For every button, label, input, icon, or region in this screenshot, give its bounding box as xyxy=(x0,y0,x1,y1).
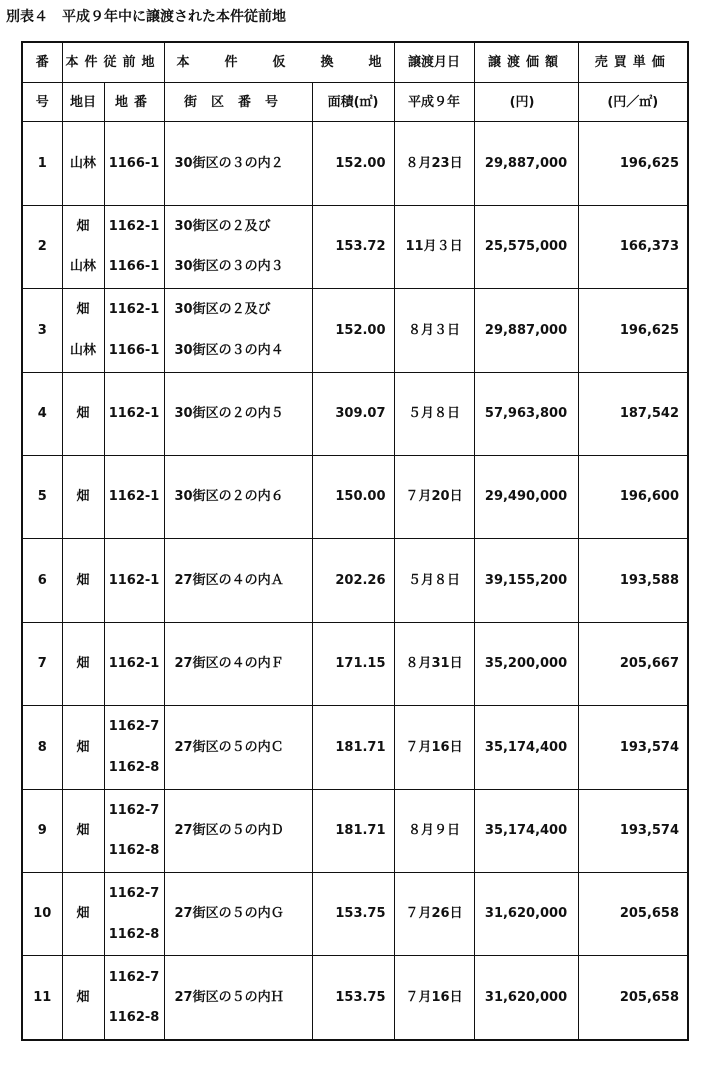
cell-line: 1162-8 xyxy=(108,926,160,942)
transfer-table xyxy=(21,41,689,1041)
header-block: 街区番号 xyxy=(164,83,312,122)
cell-line: 山林 xyxy=(69,342,96,358)
cell-area: 181.71 xyxy=(312,706,394,789)
cell-line: 畑 xyxy=(76,302,90,318)
header-unit-price: 売買単価 xyxy=(578,42,688,83)
cell-line: 1162-1 xyxy=(108,656,160,672)
cell-category xyxy=(62,622,104,705)
cell-area: 152.00 xyxy=(312,289,394,372)
cell-lot xyxy=(104,456,164,539)
cell-area: 181.71 xyxy=(312,789,394,872)
cell-date: ８月３日 xyxy=(394,289,474,372)
cell-no: 3 xyxy=(22,289,62,372)
cell-category xyxy=(62,456,104,539)
cell-line: 畑 xyxy=(76,572,90,588)
table-row xyxy=(22,956,688,1040)
header-replot-land xyxy=(164,42,394,83)
cell-area: 202.26 xyxy=(312,539,394,622)
cell-no: 9 xyxy=(22,789,62,872)
cell-line: 畑 xyxy=(76,989,90,1005)
table-row xyxy=(22,205,688,288)
cell-no: 1 xyxy=(22,122,62,205)
header-price-unit: (円) xyxy=(474,83,578,122)
cell-lot xyxy=(104,289,164,372)
cell-line: 畑 xyxy=(76,906,90,922)
cell-date: ５月８日 xyxy=(394,539,474,622)
cell-unit-price: 196,625 xyxy=(578,289,688,372)
cell-date: ７月20日 xyxy=(394,456,474,539)
cell-lot xyxy=(104,205,164,288)
cell-line: 畑 xyxy=(76,656,90,672)
cell-no: 2 xyxy=(22,205,62,288)
header-replot-char: 地 xyxy=(368,54,382,70)
cell-line: 30街区の２及び xyxy=(174,302,271,318)
header-no-2: 号 xyxy=(22,83,62,122)
cell-no: 8 xyxy=(22,706,62,789)
cell-block xyxy=(164,622,312,705)
cell-area: 153.75 xyxy=(312,956,394,1040)
table-row xyxy=(22,873,688,956)
cell-price: 35,200,000 xyxy=(474,622,578,705)
cell-block xyxy=(164,205,312,288)
table-row xyxy=(22,122,688,205)
cell-category xyxy=(62,789,104,872)
cell-line: 1162-1 xyxy=(108,489,160,505)
cell-area: 309.07 xyxy=(312,372,394,455)
cell-unit-price: 166,373 xyxy=(578,205,688,288)
cell-area: 150.00 xyxy=(312,456,394,539)
cell-unit-price: 193,588 xyxy=(578,539,688,622)
header-replot-char: 仮 xyxy=(272,54,286,70)
cell-price: 57,963,800 xyxy=(474,372,578,455)
cell-date: ８月９日 xyxy=(394,789,474,872)
cell-price: 31,620,000 xyxy=(474,873,578,956)
cell-no: 11 xyxy=(22,956,62,1040)
cell-block xyxy=(164,539,312,622)
cell-category xyxy=(62,706,104,789)
table-row xyxy=(22,456,688,539)
cell-line: 27街区の５の内Ｄ xyxy=(174,823,284,839)
cell-unit-price: 193,574 xyxy=(578,706,688,789)
table-row xyxy=(22,706,688,789)
cell-line: 27街区の５の内Ｇ xyxy=(174,906,284,922)
cell-line: 1166-1 xyxy=(108,342,160,358)
cell-line: 30街区の３の内２ xyxy=(174,155,284,171)
cell-line: 1162-7 xyxy=(108,969,160,985)
cell-block xyxy=(164,956,312,1040)
header-area: 面積(㎡) xyxy=(312,83,394,122)
cell-line: 1162-7 xyxy=(108,802,160,818)
cell-price: 35,174,400 xyxy=(474,789,578,872)
cell-line: 30街区の３の内４ xyxy=(174,342,284,358)
cell-line: 1162-1 xyxy=(108,302,160,318)
cell-category xyxy=(62,372,104,455)
cell-line: 27街区の５の内Ｈ xyxy=(174,989,284,1005)
cell-price: 29,887,000 xyxy=(474,122,578,205)
cell-date: ８月23日 xyxy=(394,122,474,205)
cell-line: 山林 xyxy=(69,155,96,171)
cell-block xyxy=(164,122,312,205)
cell-no: 6 xyxy=(22,539,62,622)
cell-lot xyxy=(104,622,164,705)
cell-lot xyxy=(104,956,164,1040)
cell-lot xyxy=(104,539,164,622)
cell-block xyxy=(164,289,312,372)
cell-unit-price: 193,574 xyxy=(578,789,688,872)
cell-line: 1162-8 xyxy=(108,1010,160,1026)
cell-date: 11月３日 xyxy=(394,205,474,288)
cell-lot xyxy=(104,873,164,956)
cell-line: 27街区の４の内Ｆ xyxy=(174,656,284,672)
cell-category xyxy=(62,289,104,372)
cell-no: 5 xyxy=(22,456,62,539)
cell-lot xyxy=(104,789,164,872)
table-row xyxy=(22,789,688,872)
cell-price: 31,620,000 xyxy=(474,956,578,1040)
cell-area: 153.75 xyxy=(312,873,394,956)
cell-category xyxy=(62,122,104,205)
header-unit-price-unit: (円／㎡) xyxy=(578,83,688,122)
cell-date: ７月26日 xyxy=(394,873,474,956)
cell-line: 30街区の２及び xyxy=(174,219,271,234)
cell-line: 30街区の３の内３ xyxy=(174,259,284,275)
cell-lot xyxy=(104,372,164,455)
cell-lot xyxy=(104,706,164,789)
cell-line: 1162-7 xyxy=(108,719,160,735)
header-price: 譲渡価額 xyxy=(474,42,578,83)
table-row xyxy=(22,372,688,455)
cell-date: ７月16日 xyxy=(394,956,474,1040)
cell-line: 1162-1 xyxy=(108,572,160,588)
cell-line: 30街区の２の内５ xyxy=(174,406,284,422)
cell-lot xyxy=(104,122,164,205)
table-row xyxy=(22,539,688,622)
header-category: 地目 xyxy=(62,83,104,122)
header-replot-char: 換 xyxy=(320,54,334,70)
cell-line: 1162-1 xyxy=(108,219,160,234)
header-row-2 xyxy=(22,83,688,122)
header-replot-char: 件 xyxy=(224,54,238,70)
header-row-1 xyxy=(22,42,688,83)
cell-line: 畑 xyxy=(76,489,90,505)
cell-unit-price: 187,542 xyxy=(578,372,688,455)
cell-category xyxy=(62,539,104,622)
cell-line: 山林 xyxy=(69,259,96,275)
cell-line: 27街区の５の内Ｃ xyxy=(174,739,284,755)
cell-no: 4 xyxy=(22,372,62,455)
cell-line: 1166-1 xyxy=(108,259,160,275)
cell-line: 27街区の４の内Ａ xyxy=(174,572,284,588)
cell-block xyxy=(164,372,312,455)
cell-price: 29,887,000 xyxy=(474,289,578,372)
table-caption: 別表４ 平成９年中に譲渡された本件従前地 xyxy=(6,9,286,25)
cell-date: ５月８日 xyxy=(394,372,474,455)
cell-block xyxy=(164,873,312,956)
cell-no: 10 xyxy=(22,873,62,956)
cell-category xyxy=(62,873,104,956)
cell-line: 畑 xyxy=(76,406,90,422)
cell-line: 1162-7 xyxy=(108,886,160,902)
cell-unit-price: 196,600 xyxy=(578,456,688,539)
header-no: 番 xyxy=(22,42,62,83)
cell-unit-price: 205,658 xyxy=(578,873,688,956)
cell-line: 1162-8 xyxy=(108,843,160,859)
cell-block xyxy=(164,706,312,789)
cell-unit-price: 196,625 xyxy=(578,122,688,205)
cell-price: 25,575,000 xyxy=(474,205,578,288)
cell-line: 30街区の２の内６ xyxy=(174,489,284,505)
cell-category xyxy=(62,956,104,1040)
table-row xyxy=(22,289,688,372)
cell-price: 39,155,200 xyxy=(474,539,578,622)
table-row xyxy=(22,622,688,705)
cell-line: 1162-1 xyxy=(108,406,160,422)
cell-line: 1166-1 xyxy=(108,155,160,171)
header-year: 平成９年 xyxy=(394,83,474,122)
cell-date: ７月16日 xyxy=(394,706,474,789)
cell-unit-price: 205,658 xyxy=(578,956,688,1040)
cell-line: 畑 xyxy=(76,219,90,234)
cell-line: 1162-8 xyxy=(108,759,160,775)
cell-block xyxy=(164,789,312,872)
cell-line: 畑 xyxy=(76,823,90,839)
cell-date: ８月31日 xyxy=(394,622,474,705)
header-lot: 地番 xyxy=(104,83,164,122)
header-replot-char: 本 xyxy=(176,54,190,70)
header-former-land: 本件従前地 xyxy=(62,42,164,83)
cell-area: 153.72 xyxy=(312,205,394,288)
cell-price: 35,174,400 xyxy=(474,706,578,789)
cell-area: 171.15 xyxy=(312,622,394,705)
header-transfer-date: 譲渡月日 xyxy=(394,42,474,83)
cell-no: 7 xyxy=(22,622,62,705)
cell-price: 29,490,000 xyxy=(474,456,578,539)
cell-category xyxy=(62,205,104,288)
cell-area: 152.00 xyxy=(312,122,394,205)
cell-line: 畑 xyxy=(76,739,90,755)
cell-block xyxy=(164,456,312,539)
cell-unit-price: 205,667 xyxy=(578,622,688,705)
